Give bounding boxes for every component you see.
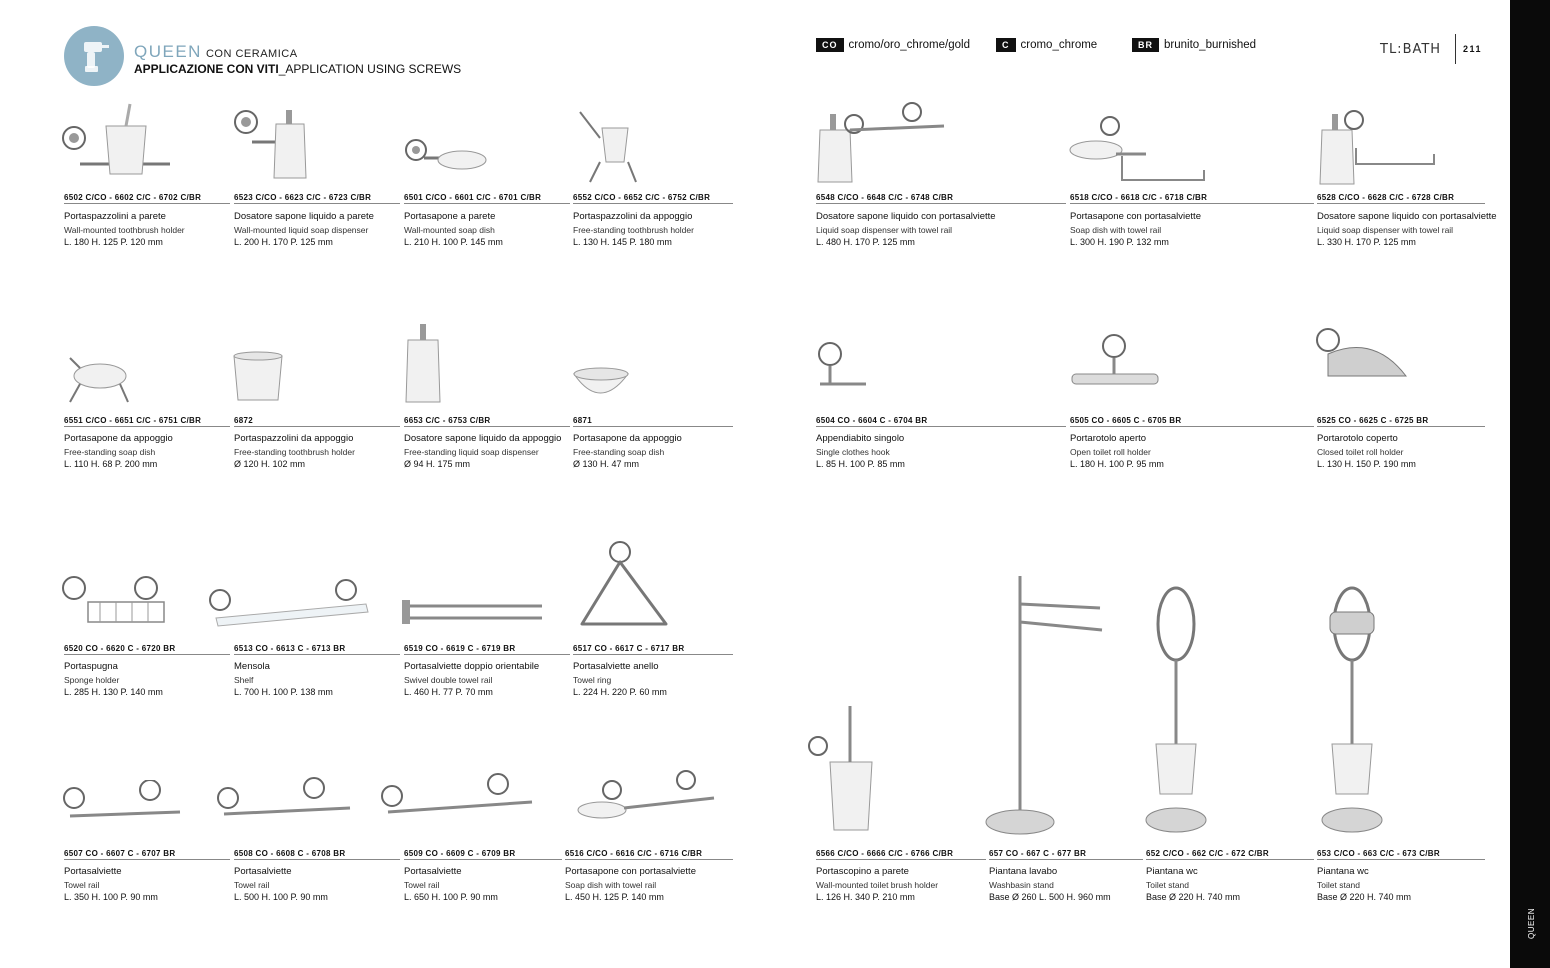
product-description: [1317, 866, 1411, 904]
product-image: [814, 338, 1054, 412]
product-description: [1070, 211, 1201, 249]
product-name-en: Shelf: [234, 674, 254, 685]
product-description: [234, 211, 374, 249]
product-name-en: Open toilet roll holder: [1070, 446, 1151, 457]
product-code: 6518 C/CO - 6618 C/C - 6718 C/BR: [1070, 192, 1314, 204]
product-code: 6513 CO - 6613 C - 6713 BR: [234, 643, 400, 655]
product-name-en: Soap dish with towel rail: [565, 879, 657, 890]
product-dimensions: L. 300 H. 190 P. 132 mm: [1070, 237, 1169, 247]
product-image: [572, 108, 742, 190]
legend-it: cromo: [1020, 39, 1053, 51]
product-description: [64, 866, 158, 904]
product-image: [1068, 332, 1308, 412]
product-description: [573, 211, 694, 249]
product-code: 6872: [234, 415, 400, 427]
product-name-it: Portasapone con portasalviette: [565, 866, 696, 877]
product-description: [573, 433, 682, 471]
product-code: 6508 CO - 6608 C - 6708 BR: [234, 848, 400, 860]
product-name-en: Free-standing soap dish: [573, 446, 665, 457]
product-description: [573, 661, 667, 699]
product-description: [234, 433, 355, 471]
product-dimensions: Base Ø 260 L. 500 H. 960 mm: [989, 892, 1111, 902]
product-dimensions: L. 330 H. 170 P. 125 mm: [1317, 237, 1416, 247]
product-dimensions: L. 130 H. 145 P. 180 mm: [573, 237, 672, 247]
product-image: [574, 770, 744, 844]
legend-item-br: [1132, 38, 1256, 52]
product-image: [1140, 584, 1290, 844]
product-description: [816, 433, 905, 471]
product-code: 6552 C/CO - 6652 C/C - 6752 C/BR: [573, 192, 733, 204]
product-name-it: Piantana wc: [1146, 866, 1198, 877]
product-description: [1070, 433, 1164, 471]
product-name-it: Portasalviette: [404, 866, 462, 877]
product-code: 6525 CO - 6625 C - 6725 BR: [1317, 415, 1485, 427]
product-name-it: Portasalviette: [234, 866, 292, 877]
product-dimensions: L. 180 H. 125 P. 120 mm: [64, 237, 163, 247]
product-name-it: Portasapone da appoggio: [64, 433, 173, 444]
product-dimensions: L. 650 H. 100 P. 90 mm: [404, 892, 498, 902]
product-dimensions: Base Ø 220 H. 740 mm: [1146, 892, 1241, 902]
product-description: [1317, 211, 1497, 249]
legend-badge: C: [996, 38, 1016, 52]
product-code: 6548 C/CO - 6648 C/C - 6748 C/BR: [816, 192, 1066, 204]
product-name-en: Swivel double towel rail: [404, 674, 493, 685]
product-name-en: Wall-mounted liquid soap dispenser: [234, 224, 369, 235]
product-name-en: Toilet stand: [1317, 879, 1360, 890]
legend-item-co: [816, 38, 970, 52]
product-dimensions: L. 224 H. 220 P. 60 mm: [573, 687, 667, 697]
product-description: [64, 211, 185, 249]
product-dimensions: L. 130 H. 150 P. 190 mm: [1317, 459, 1416, 469]
product-name-it: Portaspazzolini da appoggio: [234, 433, 354, 444]
product-description: [1317, 433, 1416, 471]
product-code: 6566 C/CO - 6666 C/C - 6766 C/BR: [816, 848, 986, 860]
product-name-it: Dosatore sapone liquido da appoggio: [404, 433, 562, 444]
product-dimensions: Ø 94 H. 175 mm: [404, 459, 471, 469]
product-image: [806, 702, 966, 844]
product-code: 6517 CO - 6617 C - 6717 BR: [573, 643, 733, 655]
product-image: [814, 100, 1054, 190]
product-name-it: Dosatore sapone liquido con portasalviette: [816, 211, 996, 222]
product-dimensions: Ø 120 H. 102 mm: [234, 459, 306, 469]
product-name-it: Portascopino a parete: [816, 866, 909, 877]
product-image: [206, 578, 396, 640]
product-image: [1312, 584, 1462, 844]
product-description: [64, 661, 163, 699]
product-name-it: Portasapone a parete: [404, 211, 496, 222]
product-code: 6509 CO - 6609 C - 6709 BR: [404, 848, 562, 860]
product-name-it: Piantana wc: [1317, 866, 1369, 877]
application-line: [134, 62, 461, 76]
product-code: 6653 C/C - 6753 C/BR: [404, 415, 570, 427]
product-code: 6502 C/CO - 6602 C/C - 6702 C/BR: [64, 192, 230, 204]
product-name-it: Portaspazzolini da appoggio: [573, 211, 693, 222]
product-image: [400, 594, 570, 640]
product-name-it: Appendiabito singolo: [816, 433, 905, 444]
product-code: 657 CO - 667 C - 677 BR: [989, 848, 1143, 860]
product-name-it: Portasalviette: [64, 866, 122, 877]
product-code: 6504 CO - 6604 C - 6704 BR: [816, 415, 1066, 427]
product-name-en: Soap dish with towel rail: [1070, 224, 1162, 235]
product-dimensions: L. 85 H. 100 P. 85 mm: [816, 459, 905, 469]
product-image: [1316, 104, 1550, 190]
product-name-en: Free-standing toothbrush holder: [234, 446, 355, 457]
legend-en: _burnished: [1199, 39, 1257, 51]
product-name-it: Portaspugna: [64, 661, 118, 672]
product-name-en: Towel rail: [404, 879, 440, 890]
product-image: [980, 568, 1130, 844]
product-description: [989, 866, 1111, 904]
product-code: 6523 C/CO - 6623 C/C - 6723 C/BR: [234, 192, 400, 204]
product-name-en: Single clothes hook: [816, 446, 890, 457]
product-dimensions: L. 285 H. 130 P. 140 mm: [64, 687, 163, 697]
product-code: 6501 C/CO - 6601 C/C - 6701 C/BR: [404, 192, 570, 204]
product-description: [404, 661, 539, 699]
product-name-en: Towel ring: [573, 674, 612, 685]
product-code: 6505 CO - 6605 C - 6705 BR: [1070, 415, 1314, 427]
product-name-en: Towel rail: [234, 879, 270, 890]
product-image: [60, 574, 230, 640]
legend-it: brunito: [1164, 39, 1200, 51]
product-name-en: Liquid soap dispenser with towel rail: [816, 224, 953, 235]
product-image: [574, 540, 744, 640]
product-image: [60, 780, 230, 844]
product-image: [230, 350, 400, 412]
sidebar-label: QUEEN: [1527, 908, 1536, 939]
product-name-en: Free-standing soap dish: [64, 446, 156, 457]
product-name-en: Towel rail: [64, 879, 100, 890]
product-image: [232, 102, 402, 190]
product-name-it: Portasapone da appoggio: [573, 433, 682, 444]
product-code: 653 C/CO - 663 C/C - 673 C/BR: [1317, 848, 1485, 860]
product-dimensions: L. 110 H. 68 P. 200 mm: [64, 459, 158, 469]
drill-icon: [78, 38, 110, 74]
legend-badge: CO: [816, 38, 844, 52]
product-image: [402, 130, 572, 190]
product-code: 6519 CO - 6619 C - 6719 BR: [404, 643, 570, 655]
series-title: [134, 42, 298, 62]
series-subtitle: CON CERAMICA: [205, 48, 298, 60]
product-name-it: Portarotolo aperto: [1070, 433, 1147, 444]
product-name-it: Dosatore sapone liquido con portasalviette: [1317, 211, 1497, 222]
application-en: _APPLICATION USING SCREWS: [278, 62, 462, 76]
application-it: APPLICAZIONE CON VITI: [134, 62, 279, 76]
header-divider: [1455, 34, 1456, 64]
product-dimensions: L. 180 H. 100 P. 95 mm: [1070, 459, 1164, 469]
product-image: [378, 772, 548, 844]
product-name-it: Dosatore sapone liquido a parete: [234, 211, 374, 222]
product-description: [816, 211, 996, 249]
product-name-en: Wall-mounted toilet brush holder: [816, 879, 939, 890]
series-name: QUEEN: [134, 42, 202, 61]
product-name-en: Free-standing toothbrush holder: [573, 224, 694, 235]
product-description: [816, 866, 938, 904]
legend-badge: BR: [1132, 38, 1159, 52]
legend-en: _chrome: [1052, 39, 1098, 51]
product-name-en: Wall-mounted toothbrush holder: [64, 224, 185, 235]
product-image: [570, 364, 740, 412]
product-name-en: Sponge holder: [64, 674, 120, 685]
product-dimensions: L. 700 H. 100 P. 138 mm: [234, 687, 333, 697]
product-name-it: Portasalviette doppio orientabile: [404, 661, 540, 672]
product-image: [402, 322, 572, 412]
product-name-en: Toilet stand: [1146, 879, 1189, 890]
product-name-it: Portasapone con portasalviette: [1070, 211, 1201, 222]
application-logo: [64, 26, 124, 86]
page-number: 211: [1463, 44, 1483, 54]
product-name-it: Portaspazzolini a parete: [64, 211, 166, 222]
product-dimensions: L. 500 H. 100 P. 90 mm: [234, 892, 328, 902]
product-description: [404, 211, 503, 249]
product-name-it: Portarotolo coperto: [1317, 433, 1398, 444]
product-dimensions: L. 480 H. 170 P. 125 mm: [816, 237, 915, 247]
product-name-en: Free-standing liquid soap dispenser: [404, 446, 539, 457]
product-code: 6507 CO - 6607 C - 6707 BR: [64, 848, 230, 860]
product-image: [60, 350, 230, 412]
product-dimensions: L. 210 H. 100 P. 145 mm: [404, 237, 503, 247]
product-dimensions: Ø 130 H. 47 mm: [573, 459, 640, 469]
brand-logo: TL:BATH: [1380, 42, 1442, 57]
product-image: [1314, 324, 1550, 412]
product-dimensions: L. 460 H. 77 P. 70 mm: [404, 687, 493, 697]
product-description: [64, 433, 173, 471]
product-dimensions: L. 200 H. 170 P. 125 mm: [234, 237, 333, 247]
product-description: [234, 866, 328, 904]
product-description: [234, 661, 333, 699]
product-image: [60, 98, 230, 190]
product-dimensions: L. 350 H. 100 P. 90 mm: [64, 892, 158, 902]
product-description: [404, 866, 498, 904]
legend-en: _chrome/gold: [900, 39, 970, 51]
legend-item-c: [996, 38, 1097, 52]
product-code: 6551 C/CO - 6651 C/C - 6751 C/BR: [64, 415, 230, 427]
product-code: 6528 C/CO - 6628 C/C - 6728 C/BR: [1317, 192, 1485, 204]
product-dimensions: L. 126 H. 340 P. 210 mm: [816, 892, 915, 902]
product-code: 6516 C/CO - 6616 C/C - 6716 C/BR: [565, 848, 733, 860]
product-code: 652 C/CO - 662 C/C - 672 C/BR: [1146, 848, 1314, 860]
product-name-en: Closed toilet roll holder: [1317, 446, 1404, 457]
product-image: [214, 776, 384, 844]
product-name-en: Wall-mounted soap dish: [404, 224, 495, 235]
product-name-it: Piantana lavabo: [989, 866, 1058, 877]
product-name-en: Liquid soap dispenser with towel rail: [1317, 224, 1454, 235]
product-dimensions: L. 450 H. 125 P. 140 mm: [565, 892, 664, 902]
product-description: [565, 866, 696, 904]
product-code: 6871: [573, 415, 733, 427]
product-name-it: Portasalviette anello: [573, 661, 659, 672]
product-description: [1146, 866, 1240, 904]
product-name-it: Mensola: [234, 661, 270, 672]
product-code: 6520 CO - 6620 C - 6720 BR: [64, 643, 230, 655]
product-name-en: Washbasin stand: [989, 879, 1054, 890]
product-description: [404, 433, 561, 471]
product-image: [1066, 112, 1306, 190]
product-dimensions: Base Ø 220 H. 740 mm: [1317, 892, 1412, 902]
legend-it: cromo/oro: [848, 39, 901, 51]
